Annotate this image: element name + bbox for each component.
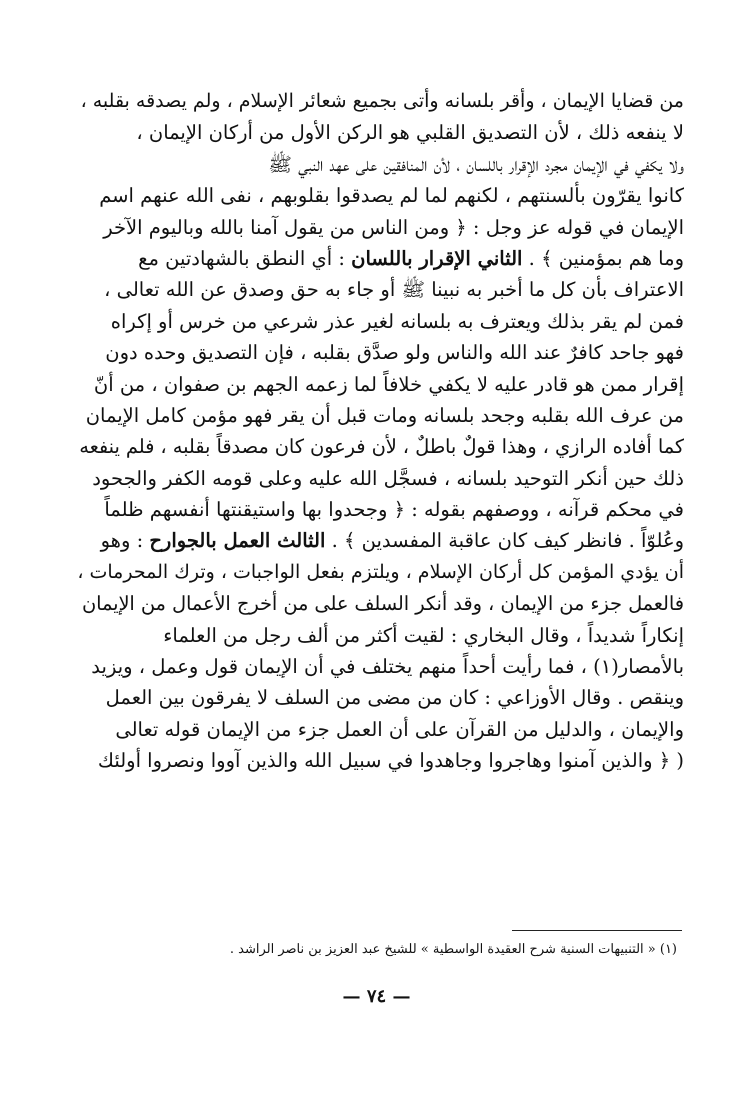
text-segment: وعُلوّاً . فانظر كيف كان عاقبة المفسدين ﴾ .	[331, 529, 684, 553]
body-text	[76, 86, 684, 777]
text-line: في محكم قرآنه ، ووصفهم بقوله : ﴿ وجحدوا بها واستيقنتها أنفسهم ظلماً	[104, 498, 684, 522]
footnote: (١) « التنبيهات السنية شرح العقيدة الواسطية » للشيخ عبد العزيز بن ناصر الراشد .	[229, 942, 677, 957]
text-line: كما أفاده الرازي ، وهذا قولٌ باطلٌ ، لأن فرعون كان مصدقاً بقلبه ، فلم ينفعه	[79, 435, 684, 459]
text-line: الإيمان في قوله عز وجل : ﴿ ومن الناس من يقول آمنا بالله وباليوم الآخر	[103, 215, 684, 239]
text-segment: وما هم بمؤمنين ﴾ .	[528, 246, 684, 270]
text-line: الاعتراف بأن كل ما أخبر به نبينا ﷺ أو جاء به حق وصدق عن الله تعالى ،	[104, 278, 684, 302]
text-line: ذلك حين أنكر التوحيد بلسانه ، فسجَّل الله عليه وعلى قومه الكفر والجحود	[92, 466, 684, 490]
heading-tail: : أي النطق بالشهادتين مع	[138, 246, 352, 270]
section-heading-second: الثاني الإقرار باللسان	[351, 246, 523, 270]
text-line: أن يؤدي المؤمن كل أركان الإسلام ، ويلتزم بفعل الواجبات ، وترك المحرمات ،	[77, 560, 684, 583]
text-line-with-heading	[76, 525, 684, 556]
section-heading-third: الثالث العمل بالجوارح	[149, 529, 326, 553]
heading-tail: : وهو	[100, 529, 150, 553]
page-number: — ٧٤ —	[342, 986, 411, 1007]
text-line: لا ينفعه ذلك ، لأن التصديق القلبي هو الركن الأول من أركان الإيمان ،	[136, 121, 684, 145]
text-line: ( ﴿ والذين آمنوا وهاجروا وجاهدوا في سبيل الله والذين آووا ونصروا أولئك	[97, 749, 684, 773]
text-line: من قضايا الإيمان ، وأقر بلسانه وأتى بجميع شعائر الإسلام ، ولم يصدقه بقلبه ،	[80, 90, 684, 112]
text-line: والإيمان ، والدليل من القرآن على أن العمل جزء من الإيمان قوله تعالى	[115, 717, 684, 741]
text-line: ولا يكفي في الإيمان مجرد الإقرار باللسان ، لأن المنافقين على عهد النبي ﷺ	[268, 152, 684, 176]
text-line: إقرار ممن هو قادر عليه لا يكفي خلافاً لما زعمه الجهم بن صفوان ، من أنّ	[93, 372, 684, 396]
text-line: من عرف الله بقلبه وجحد بلسانه ومات قبل أن يقر فهو مؤمن كامل الإيمان	[85, 403, 684, 427]
text-line: بالأمصار(١) ، فما رأيت أحداً منهم يختلف في أن الإيمان قول وعمل ، ويزيد	[91, 655, 684, 679]
text-line: إنكاراً شديداً ، وقال البخاري : لقيت أكثر من ألف رجل من العلماء	[163, 623, 684, 647]
text-line: فالعمل جزء من الإيمان ، وقد أنكر السلف على من أخرج الأعمال من الإيمان	[81, 592, 684, 616]
footnote-separator	[512, 930, 682, 931]
text-line: فمن لم يقر بذلك ويعترف به بلسانه لغير عذر شرعي من خرس أو إكراه	[110, 309, 684, 333]
text-line: كانوا يقرّون بألسنتهم ، لكنهم لما لم يصدقوا بقلوبهم ، نفى الله عنهم اسم	[99, 184, 684, 208]
text-line: وينقص . وقال الأوزاعي : كان من مضى من السلف لا يفرقون بين العمل	[105, 686, 684, 710]
text-line: فهو جاحد كافرٌ عند الله والناس ولو صدَّق بقلبه ، فإن التصديق وحده دون	[105, 341, 684, 365]
text-line-with-heading	[76, 243, 684, 274]
